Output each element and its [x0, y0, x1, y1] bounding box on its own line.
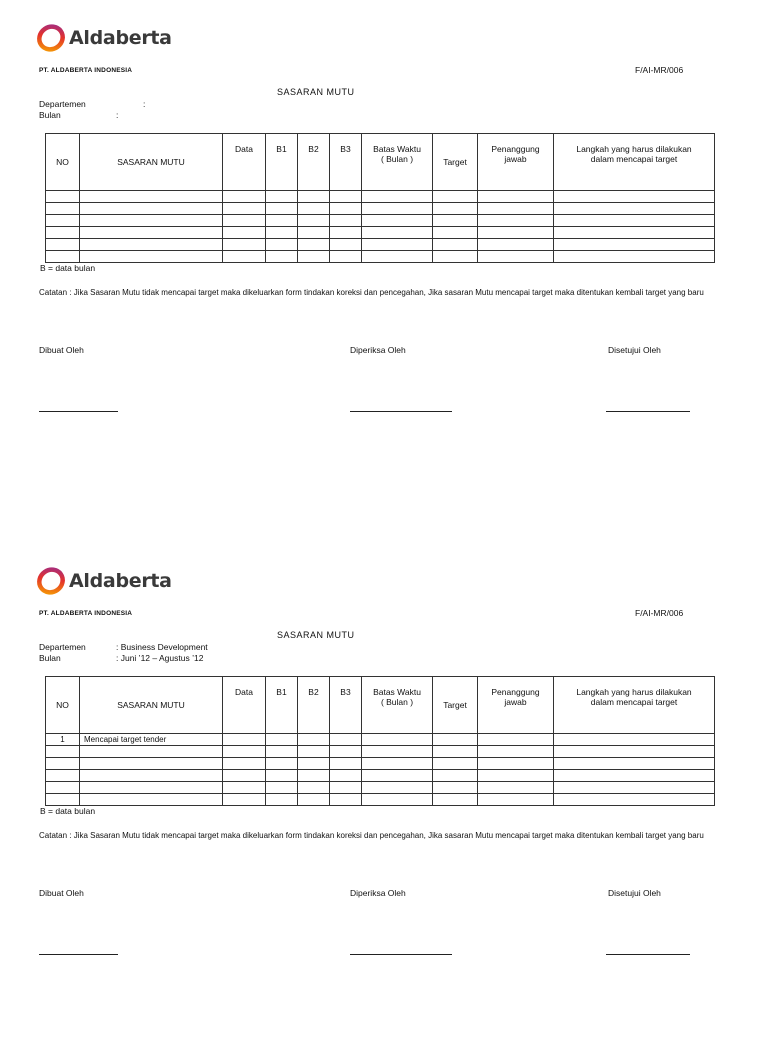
- target-table: [45, 676, 715, 806]
- table-cell: [554, 770, 715, 782]
- table-cell: [362, 191, 433, 203]
- column-header: B2: [298, 134, 330, 191]
- table-cell: [362, 203, 433, 215]
- form-sheet-1: [0, 0, 768, 512]
- table-cell: Mencapai target tender: [80, 734, 223, 746]
- table-cell: [554, 251, 715, 263]
- table-cell: [478, 758, 554, 770]
- legend-text: B = data bulan: [40, 263, 96, 273]
- column-header: B1: [266, 134, 298, 191]
- aldaberta-logo-icon: [36, 23, 66, 53]
- table-cell: [433, 746, 478, 758]
- table-cell: [80, 758, 223, 770]
- table-cell: [80, 251, 223, 263]
- table-cell: [330, 227, 362, 239]
- table-row: [46, 734, 715, 746]
- brand-name: Aldaberta: [69, 27, 172, 49]
- table-cell: [298, 794, 330, 806]
- table-cell: [330, 191, 362, 203]
- form-code: F/AI-MR/006: [635, 65, 684, 75]
- column-header: Target: [433, 134, 478, 191]
- table-cell: [330, 746, 362, 758]
- column-header: B3: [330, 677, 362, 734]
- table-cell: [478, 794, 554, 806]
- table-header-row: [46, 677, 715, 734]
- table-cell: [223, 239, 266, 251]
- table-cell: [46, 203, 80, 215]
- table-cell: [554, 227, 715, 239]
- signature-label-1: Dibuat Oleh: [39, 345, 84, 355]
- table-cell: [362, 734, 433, 746]
- table-cell: [298, 782, 330, 794]
- table-cell: [80, 782, 223, 794]
- table-row: [46, 770, 715, 782]
- department-label: Departemen: [39, 99, 86, 109]
- month-field: [39, 653, 203, 663]
- table-cell: [433, 191, 478, 203]
- target-table: [45, 133, 715, 263]
- column-header: NO: [46, 134, 80, 191]
- table-cell: [554, 203, 715, 215]
- table-cell: [330, 203, 362, 215]
- signature-label-2: Diperiksa Oleh: [350, 345, 406, 355]
- table-cell: [298, 734, 330, 746]
- table-cell: [266, 758, 298, 770]
- month-field: [39, 110, 118, 120]
- department-value: :: [143, 99, 146, 109]
- table-cell: [46, 251, 80, 263]
- table-cell: [554, 746, 715, 758]
- table-cell: [362, 251, 433, 263]
- column-header: Langkah yang harus dilakukan dalam mencapai target: [554, 677, 715, 734]
- table-cell: [223, 758, 266, 770]
- table-cell: [478, 251, 554, 263]
- company-name: PT. ALDABERTA INDONESIA: [39, 610, 133, 617]
- table-cell: [298, 251, 330, 263]
- table-cell: [330, 734, 362, 746]
- table-cell: [80, 770, 223, 782]
- table-cell: [266, 203, 298, 215]
- form-sheet-2: [0, 543, 768, 1055]
- table-cell: [554, 758, 715, 770]
- form-code: F/AI-MR/006: [635, 608, 684, 618]
- signature-line-1: [39, 954, 118, 955]
- table-cell: [554, 239, 715, 251]
- table-cell: [298, 770, 330, 782]
- column-header: Batas Waktu ( Bulan ): [362, 134, 433, 191]
- brand-name: Aldaberta: [69, 570, 172, 592]
- table-cell: [478, 782, 554, 794]
- table-cell: [46, 770, 80, 782]
- table-cell: [330, 770, 362, 782]
- table-cell: [330, 215, 362, 227]
- table-cell: [266, 734, 298, 746]
- column-header: Target: [433, 677, 478, 734]
- table-cell: [80, 227, 223, 239]
- table-row: [46, 794, 715, 806]
- table-cell: [223, 734, 266, 746]
- table-row: [46, 227, 715, 239]
- table-cell: [266, 782, 298, 794]
- table-cell: [554, 734, 715, 746]
- table-cell: [266, 794, 298, 806]
- table-cell: [298, 215, 330, 227]
- column-header: Penanggung jawab: [478, 677, 554, 734]
- signature-label-2: Diperiksa Oleh: [350, 888, 406, 898]
- table-cell: [298, 758, 330, 770]
- table-cell: [478, 746, 554, 758]
- department-label: Departemen: [39, 642, 86, 652]
- table-cell: [330, 251, 362, 263]
- column-header: SASARAN MUTU: [80, 677, 223, 734]
- table-cell: [478, 203, 554, 215]
- table-cell: [433, 203, 478, 215]
- table-cell: [362, 239, 433, 251]
- table-cell: [46, 746, 80, 758]
- table-row: [46, 239, 715, 251]
- table-cell: [266, 746, 298, 758]
- column-header: SASARAN MUTU: [80, 134, 223, 191]
- table-cell: [478, 239, 554, 251]
- table-cell: [80, 191, 223, 203]
- brand-logo: [36, 565, 172, 597]
- table-cell: [266, 215, 298, 227]
- table-cell: [298, 203, 330, 215]
- table-cell: [223, 794, 266, 806]
- table-cell: [362, 227, 433, 239]
- department-field: [39, 642, 208, 652]
- table-cell: [80, 203, 223, 215]
- column-header: Batas Waktu ( Bulan ): [362, 677, 433, 734]
- column-header: Data: [223, 677, 266, 734]
- table-cell: [433, 758, 478, 770]
- table-row: [46, 746, 715, 758]
- table-cell: [433, 215, 478, 227]
- table-cell: [362, 215, 433, 227]
- column-header: Data: [223, 134, 266, 191]
- table-cell: [223, 770, 266, 782]
- signature-label-1: Dibuat Oleh: [39, 888, 84, 898]
- table-cell: 1: [46, 734, 80, 746]
- table-cell: [554, 215, 715, 227]
- table-cell: [298, 191, 330, 203]
- signature-line-3: [606, 954, 690, 955]
- table-cell: [266, 191, 298, 203]
- table-cell: [223, 782, 266, 794]
- department-value: : Business Development: [116, 642, 208, 652]
- department-field: [39, 99, 145, 109]
- table-cell: [433, 734, 478, 746]
- table-cell: [223, 215, 266, 227]
- table-row: [46, 203, 715, 215]
- column-header: B3: [330, 134, 362, 191]
- table-cell: [433, 794, 478, 806]
- table-row: [46, 215, 715, 227]
- column-header: Langkah yang harus dilakukan dalam mencapai target: [554, 134, 715, 191]
- table-cell: [223, 251, 266, 263]
- table-cell: [330, 782, 362, 794]
- table-cell: [362, 758, 433, 770]
- note-text: Catatan : Jika Sasaran Mutu tidak mencapai target maka dikeluarkan form tindakan koreksi dan pencegahan, Jika sasaran Mutu mencapai target maka ditentukan kembali target yang baru: [39, 288, 704, 297]
- table-cell: [266, 227, 298, 239]
- signature-line-2: [350, 954, 452, 955]
- table-cell: [46, 191, 80, 203]
- month-value: : Juni ’12 – Agustus ’12: [116, 653, 204, 663]
- table-cell: [554, 794, 715, 806]
- company-name: PT. ALDABERTA INDONESIA: [39, 67, 133, 74]
- table-cell: [554, 191, 715, 203]
- table-cell: [266, 239, 298, 251]
- signature-line-2: [350, 411, 452, 412]
- table-cell: [478, 191, 554, 203]
- table-cell: [80, 215, 223, 227]
- form-title: SASARAN MUTU: [277, 630, 355, 640]
- table-cell: [362, 794, 433, 806]
- column-header: Penanggung jawab: [478, 134, 554, 191]
- table-cell: [46, 239, 80, 251]
- table-cell: [46, 758, 80, 770]
- table-cell: [223, 746, 266, 758]
- table-cell: [433, 227, 478, 239]
- table-cell: [330, 758, 362, 770]
- table-cell: [362, 782, 433, 794]
- table-cell: [223, 203, 266, 215]
- table-cell: [330, 239, 362, 251]
- table-cell: [298, 746, 330, 758]
- signature-label-3: Disetujui Oleh: [608, 888, 661, 898]
- table-row: [46, 758, 715, 770]
- table-row: [46, 782, 715, 794]
- column-header: B1: [266, 677, 298, 734]
- table-cell: [80, 794, 223, 806]
- table-header-row: [46, 134, 715, 191]
- table-cell: [433, 251, 478, 263]
- table-cell: [362, 770, 433, 782]
- table-row: [46, 191, 715, 203]
- table-cell: [80, 746, 223, 758]
- table-cell: [223, 191, 266, 203]
- table-cell: [362, 746, 433, 758]
- brand-logo: [36, 22, 172, 54]
- table-cell: [298, 227, 330, 239]
- column-header: B2: [298, 677, 330, 734]
- form-title: SASARAN MUTU: [277, 87, 355, 97]
- table-row: [46, 251, 715, 263]
- table-cell: [433, 239, 478, 251]
- table-cell: [46, 227, 80, 239]
- table-cell: [478, 215, 554, 227]
- table-cell: [46, 215, 80, 227]
- signature-label-3: Disetujui Oleh: [608, 345, 661, 355]
- table-cell: [433, 782, 478, 794]
- month-value: :: [116, 110, 119, 120]
- column-header: NO: [46, 677, 80, 734]
- table-cell: [46, 794, 80, 806]
- month-label: Bulan: [39, 653, 61, 663]
- table-cell: [330, 794, 362, 806]
- table-cell: [478, 734, 554, 746]
- signature-line-3: [606, 411, 690, 412]
- legend-text: B = data bulan: [40, 806, 96, 816]
- table-cell: [554, 782, 715, 794]
- table-cell: [80, 239, 223, 251]
- table-cell: [433, 770, 478, 782]
- table-cell: [478, 770, 554, 782]
- table-cell: [298, 239, 330, 251]
- table-cell: [266, 251, 298, 263]
- month-label: Bulan: [39, 110, 61, 120]
- table-cell: [478, 227, 554, 239]
- table-cell: [266, 770, 298, 782]
- table-cell: [223, 227, 266, 239]
- note-text: Catatan : Jika Sasaran Mutu tidak mencapai target maka dikeluarkan form tindakan koreksi dan pencegahan, Jika sasaran Mutu mencapai target maka ditentukan kembali target yang baru: [39, 831, 704, 840]
- aldaberta-logo-icon: [36, 566, 66, 596]
- table-cell: [46, 782, 80, 794]
- signature-line-1: [39, 411, 118, 412]
